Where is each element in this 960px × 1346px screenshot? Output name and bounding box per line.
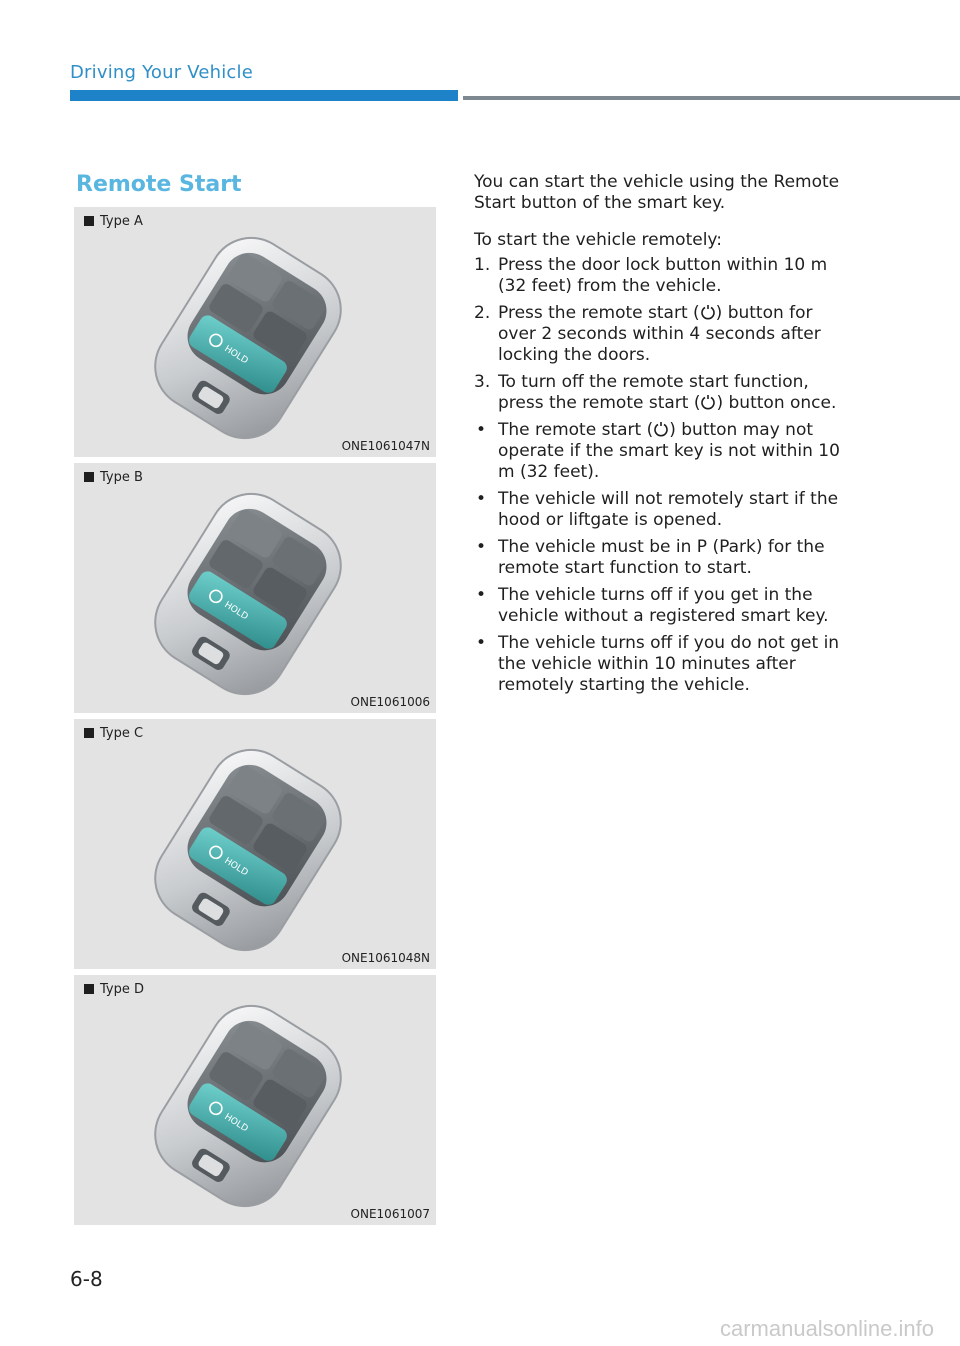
figure-code: ONE1061006 xyxy=(350,695,430,709)
figure-code: ONE1061047N xyxy=(341,439,430,453)
smart-key-image xyxy=(138,489,358,699)
note-bullet: • The vehicle turns off if you do not get in the vehicle within 10 minutes after remotely starting the vehicle. xyxy=(476,633,840,695)
figure-label: Type D xyxy=(84,982,144,997)
figure-type-a xyxy=(74,207,436,457)
running-header: Driving Your Vehicle xyxy=(70,62,253,83)
figure-type-b xyxy=(74,463,436,713)
figure-label: Type A xyxy=(84,214,143,229)
intro-paragraph: You can start the vehicle using the Remote Start button of the smart key. xyxy=(474,172,840,213)
note-bullet: • The remote start ( ) button may not operate if the smart key is not within 10 m (32 feet). xyxy=(476,420,840,482)
step-3: 3. To turn off the remote start function, press the remote start ( ) button once. xyxy=(474,372,837,413)
header-bar-blue xyxy=(70,90,458,101)
figure-label: Type C xyxy=(84,726,143,741)
remote-start-icon xyxy=(653,421,669,438)
smart-key-image xyxy=(138,745,358,955)
figure-code: ONE1061048N xyxy=(341,951,430,965)
figure-label: Type B xyxy=(84,470,143,485)
square-bullet-icon xyxy=(84,984,94,994)
figure-type-d xyxy=(74,975,436,1225)
step-1: 1. Press the door lock button within 10 m (32 feet) from the vehicle. xyxy=(474,255,828,296)
steps-title: To start the vehicle remotely: xyxy=(474,230,722,250)
remote-start-icon xyxy=(700,304,716,321)
note-bullet: • The vehicle will not remotely start if the hood or liftgate is opened. xyxy=(476,489,839,530)
figure-type-c xyxy=(74,719,436,969)
square-bullet-icon xyxy=(84,216,94,226)
section-title: Remote Start xyxy=(76,172,242,197)
header-bar-gray xyxy=(463,96,960,100)
step-2: 2. Press the remote start ( ) button for over 2 seconds within 4 seconds after locking the doors. xyxy=(474,303,821,365)
smart-key-image xyxy=(138,233,358,443)
smart-key-image xyxy=(138,1001,358,1211)
body-text xyxy=(474,172,844,702)
watermark: carmanualsonline.info xyxy=(719,1316,934,1341)
figure-code: ONE1061007 xyxy=(350,1207,430,1221)
square-bullet-icon xyxy=(84,472,94,482)
note-bullet: • The vehicle turns off if you get in the vehicle without a registered smart key. xyxy=(476,585,829,626)
remote-start-icon xyxy=(700,394,716,411)
square-bullet-icon xyxy=(84,728,94,738)
page-number: 6-8 xyxy=(70,1267,103,1291)
note-bullet: • The vehicle must be in P (Park) for the remote start function to start. xyxy=(476,537,825,578)
